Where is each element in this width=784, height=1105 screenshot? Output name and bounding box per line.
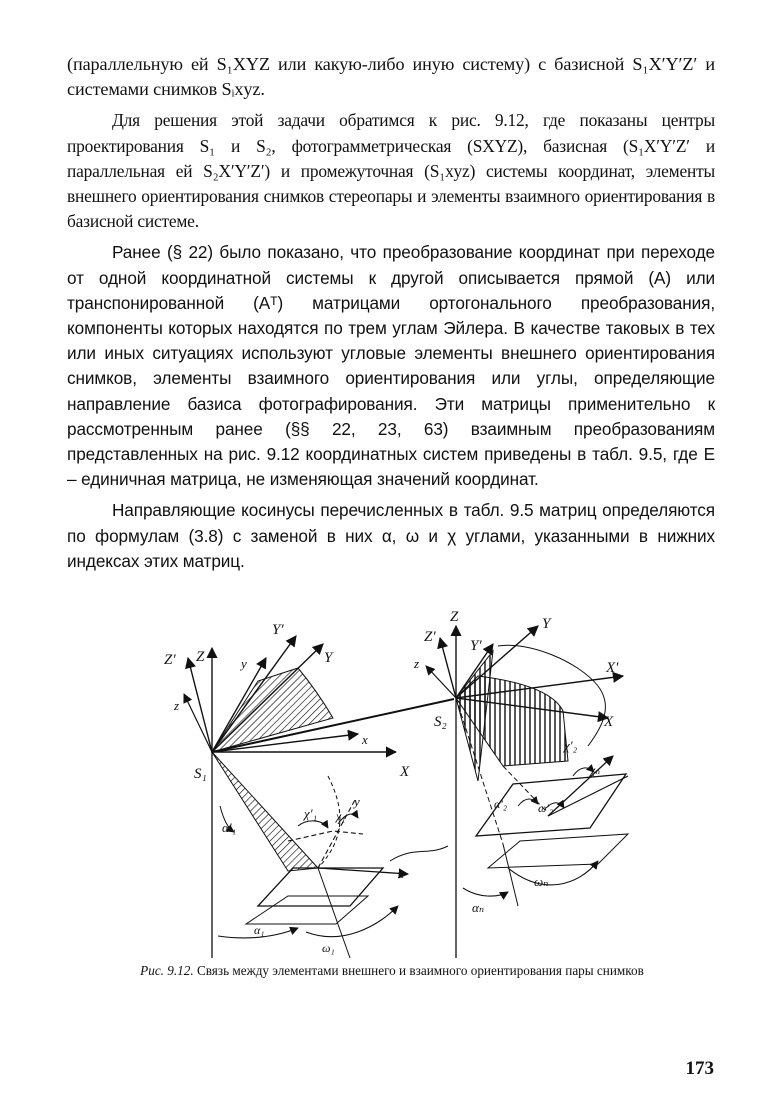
label-Zp-right: Z′ — [424, 629, 436, 645]
figure-diagram — [158, 606, 648, 976]
label-alphan: αₙ — [472, 900, 485, 915]
left-dashed-frame — [288, 831, 363, 841]
label-X-left: X — [400, 764, 410, 780]
label-Z-left: Z — [196, 649, 205, 665]
label-alpha1: α₁ — [254, 923, 265, 937]
label-Zp-left: Z′ — [164, 652, 176, 668]
label-omega1: ω₁ — [322, 941, 335, 955]
label-alpha2p: α′₂ — [494, 797, 508, 811]
left-lower-wedge — [212, 752, 318, 871]
label-Z-right: Z — [450, 609, 459, 625]
arc-chi1p — [298, 821, 328, 828]
label-x-image-left: x — [398, 866, 404, 881]
label-y-image-left: y — [354, 794, 360, 809]
label-y-left: y — [241, 656, 247, 671]
page-body — [67, 52, 715, 574]
label-S2: S₂ — [434, 714, 447, 730]
label-omega2p: ω′₂ — [538, 801, 554, 815]
paragraph-3: Ранее (§ 22) было показано, что преобразование координат при переходе от одной координатной системы к другой описывается прямой (A) или транспонированной (Aᵀ) матрицами ортогонального преобразования, компоненты которых находятся по трем углам Эйлера. В качестве таковых в тех или иных ситуациях используют угловые элементы внешнего ориентирования снимков, элементы взаимного ориентирования или углы, определяющие направление базиса фотографирования. Эти матрицы применительно к рассмотренным ранее (§§ 22, 23, 63) взаимным преобразованиям представленных на рис. 9.12 координатных систем приведены в табл. 9.5, где E – единичная матрица, не изменяющая значений координат. — [67, 242, 715, 490]
label-Yp-left: Y′ — [272, 622, 284, 638]
label-X-right: X — [604, 714, 614, 730]
arc-alphan — [463, 888, 508, 896]
label-Yp-right: Y′ — [470, 638, 482, 654]
label-alpha1p: α′₁ — [222, 820, 237, 835]
right-station — [390, 626, 628, 958]
connector-curve — [390, 846, 448, 861]
label-chi1p: χ′₁ — [304, 806, 318, 821]
label-Xp-right: X′ — [606, 660, 619, 676]
arc-alpha2p — [518, 799, 538, 806]
label-S1: S₁ — [194, 766, 207, 782]
paragraph-1: (параллельную ей S₁XYZ или какую-либо иную систему) с базисной S₁X′Y′Z′ и системами снимков Sᵢxyz. — [67, 54, 715, 100]
axis-z-left — [184, 694, 212, 752]
label-Y-left: Y — [324, 650, 333, 666]
label-x-left: x — [362, 732, 368, 747]
right-image-axis — [548, 776, 628, 816]
label-z-left: z — [174, 698, 180, 713]
left-image-plane-2 — [246, 896, 368, 924]
paragraph-4: Направляющие косинусы перечисленных в табл. 9.5 матриц определяются по формулам (3.8) с заменой в них α, ω и χ углами, указанными в нижних индексах этих матриц. — [67, 500, 715, 571]
caption-text: Связь между элементами внешнего и взаимного ориентирования пары снимков — [196, 963, 644, 978]
paragraph-2: Для решения этой задачи обратимся к рис. 9.12, где показаны центры проектирования S₁ и S₂, фотограмметрическая (SXYZ), базисная (S₁X′Y′Z′ и параллельная ей S₂X′Y′Z′) и промежуточная (S₁xyz) системы координат, элементы внешнего ориентирования снимков стереопары и элементы взаимного ориентирования в базисной системе. — [67, 110, 715, 232]
right-image-plane-2 — [488, 834, 628, 868]
figure-caption — [0, 963, 784, 979]
label-omegan: ωₙ — [534, 874, 549, 889]
label-chi1: χ₁ — [336, 809, 346, 823]
page-number: 173 — [685, 1058, 714, 1079]
caption-lead: Рис. 9.12. — [140, 963, 194, 978]
label-chin: χₙ — [590, 763, 601, 777]
left-station — [184, 636, 454, 958]
label-chi2p: χ′₂ — [564, 738, 578, 753]
axis-Zp-left — [188, 658, 212, 752]
axis-x-image-left — [318, 868, 408, 874]
label-z-right: z — [414, 656, 420, 671]
right-drop-line — [503, 844, 518, 906]
label-Y-right: Y — [542, 616, 551, 632]
figure-9-12 — [158, 606, 648, 976]
